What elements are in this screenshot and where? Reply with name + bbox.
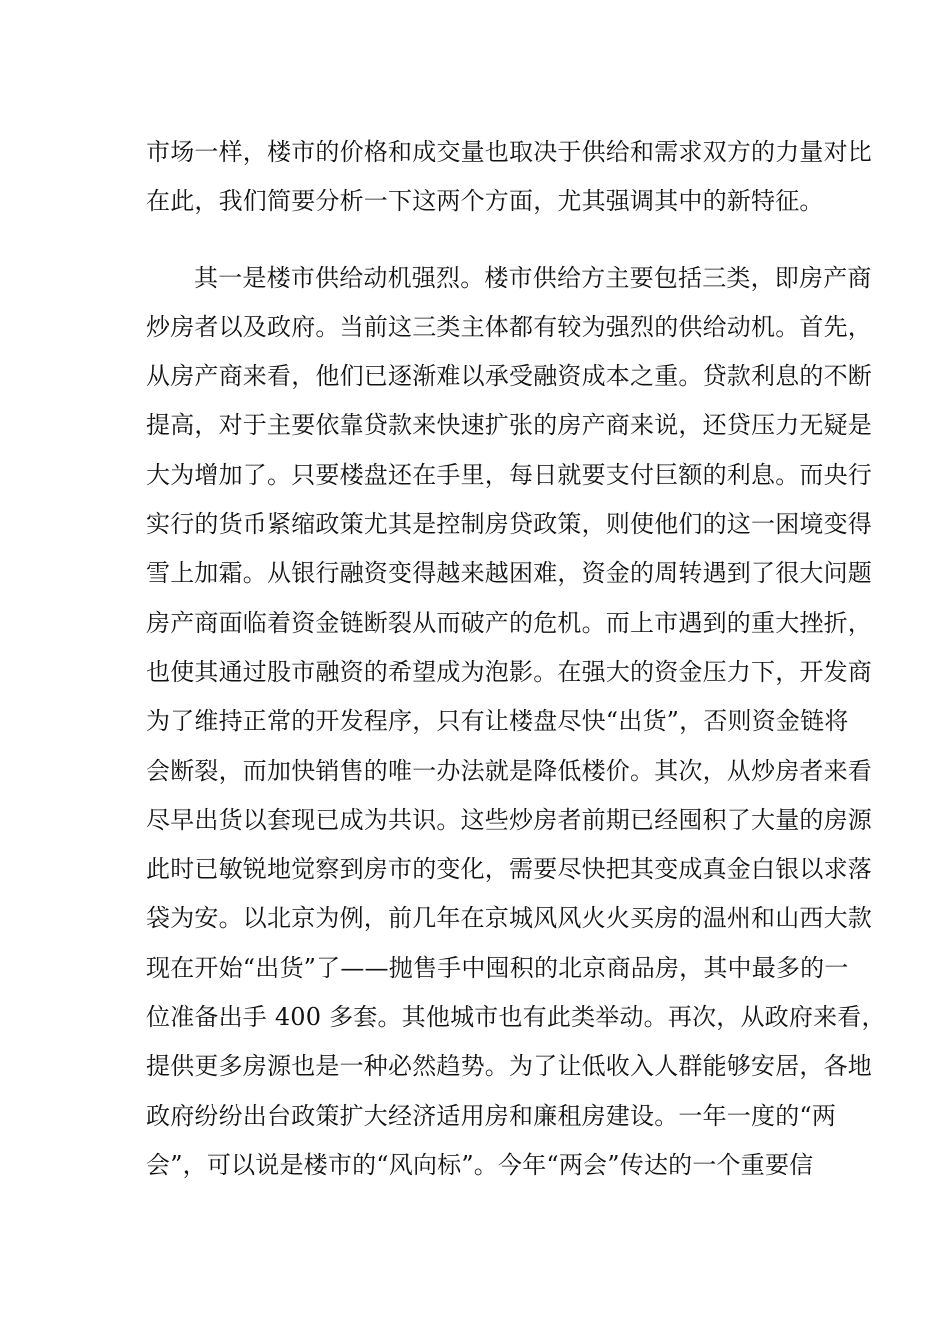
body-text: [146, 128, 886, 1190]
text-line: 房产商面临着资金链断裂从而破产的危机。而上市遇到的重大挫折，: [146, 608, 872, 637]
text-line: 位准备出手 400 多套。其他城市也有此类举动。再次，从政府来看，: [146, 1003, 886, 1032]
text-line: 政府纷纷出台政策扩大经济适用房和廉租房建设。一年一度的“两: [146, 1101, 837, 1130]
text-line: 其一是楼市供给动机强烈。楼市供给方主要包括三类，即房产商: [194, 263, 872, 292]
text-line: 也使其通过股市融资的希望成为泡影。在强大的资金压力下，开发商: [146, 657, 872, 686]
text-line: 现在开始“出货”了——抛售手中囤积的北京商品房，其中最多的一: [146, 953, 849, 982]
paragraph-2: [146, 254, 886, 1191]
paragraph-gap: [146, 227, 846, 254]
text-line: 炒房者以及政府。当前这三类主体都有较为强烈的供给动机。首先，: [146, 312, 872, 341]
text-line: 实行的货币紧缩政策尤其是控制房贷政策，则使他们的这一困境变得: [146, 510, 872, 539]
text-line: 会断裂，而加快销售的唯一办法就是降低楼价。其次，从炒房者来看: [146, 756, 872, 785]
paragraph-1: [146, 128, 872, 227]
text-line: 在此，我们简要分析一下这两个方面，尤其强调其中的新特征。: [146, 187, 824, 216]
text-line: 会”，可以说是楼市的“风向标”。今年“两会”传达的一个重要信: [146, 1150, 814, 1179]
text-line: 尽早出货以套现已成为共识。这些炒房者前期已经囤积了大量的房源: [146, 805, 872, 834]
text-line: 提高，对于主要依靠贷款来快速扩张的房产商来说，还贷压力无疑是: [146, 411, 872, 440]
text-line: 为了维持正常的开发程序，只有让楼盘尽快“出货”，否则资金链将: [146, 707, 849, 736]
text-line: 提供更多房源也是一种必然趋势。为了让低收入人群能够安居，各地: [146, 1052, 872, 1081]
text-line: 市场一样，楼市的价格和成交量也取决于供给和需求双方的力量对比: [146, 138, 872, 166]
text-line: 从房产商来看，他们已逐渐难以承受融资成本之重。贷款利息的不断: [146, 362, 872, 391]
text-line: 袋为安。以北京为例，前几年在京城风风火火买房的温州和山西大款: [146, 904, 872, 933]
text-line: 雪上加霜。从银行融资变得越来越困难，资金的周转遇到了很大问题: [146, 559, 872, 588]
text-line: 大为增加了。只要楼盘还在手里，每日就要支付巨额的利息。而央行: [146, 460, 872, 489]
text-line: 此时已敏锐地觉察到房市的变化，需要尽快把其变成真金白银以求落: [146, 855, 872, 884]
